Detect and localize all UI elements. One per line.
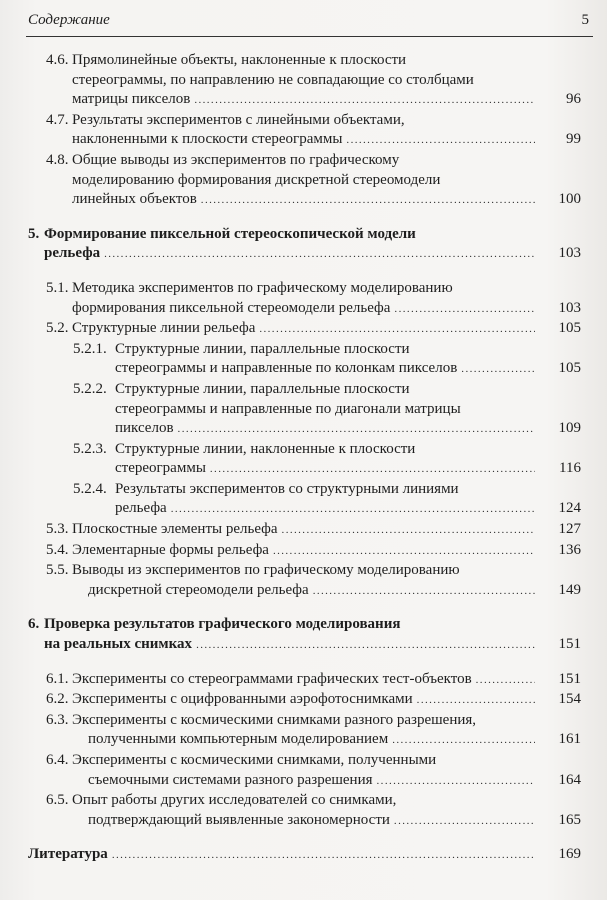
toc-entry-text: стереограммы и направленные по диагонали матрицы — [115, 400, 461, 417]
dot-leader — [346, 131, 535, 151]
page-number: 5 — [581, 12, 589, 28]
dot-leader — [476, 671, 535, 691]
toc-entry-text: на реальных снимках — [44, 636, 193, 653]
toc-entry-page: 151 — [558, 670, 581, 687]
toc-entry-5-1[interactable] — [0, 279, 607, 319]
dot-leader — [282, 521, 535, 541]
toc-entry-text: стереограммы — [115, 460, 206, 477]
toc-entry-number: 6.3. — [46, 711, 69, 728]
toc-entry-text: Литература — [28, 846, 108, 863]
toc-entry-number: 4.8. — [46, 151, 69, 168]
toc-entry-number: 5.2.1. — [73, 340, 107, 357]
toc-entry-page: 165 — [558, 811, 581, 828]
toc-entry-page: 164 — [558, 771, 581, 788]
toc-entry-page: 151 — [558, 636, 581, 653]
toc-entry-text: Методика экспериментов по графическому моделированию — [72, 279, 453, 296]
dot-leader — [178, 420, 535, 440]
toc-entry-number: 5.2.2. — [73, 380, 107, 397]
toc-entry-page: 136 — [558, 541, 581, 558]
toc-entry-5-2[interactable] — [0, 319, 607, 340]
spacer — [0, 656, 607, 670]
toc-entry-6-2[interactable] — [0, 690, 607, 711]
toc-entry-page: 154 — [558, 691, 581, 708]
toc-entry-text: Прямолинейные объекты, наклоненные к плоскости — [72, 52, 407, 68]
toc-entry-number: 5.2.3. — [73, 440, 107, 457]
toc-entry-4-7[interactable] — [0, 111, 607, 151]
toc-entry-text: дискретной стереомодели рельефа — [88, 581, 309, 598]
toc-entry-number: 5.2.4. — [73, 480, 107, 497]
toc-entry-text: пикселов — [115, 420, 174, 437]
dot-leader — [196, 636, 535, 656]
toc-entry-4-6[interactable] — [0, 51, 607, 111]
toc-entry-text: Эксперименты с космическими снимками разного разрешения, — [72, 711, 477, 728]
toc-entry-page: 116 — [559, 460, 581, 477]
toc-entry-text: Формирование пиксельной стереоскопической модели — [44, 225, 416, 242]
toc-entry-number: 6.4. — [46, 752, 69, 768]
spacer — [0, 265, 607, 279]
toc-entry-number: 5.4. — [46, 541, 69, 558]
toc-entry-text: рельефа — [44, 245, 101, 262]
toc-entry-text: Структурные линии, наклоненные к плоскости — [115, 440, 416, 457]
toc-entry-5-2-2[interactable] — [0, 380, 607, 440]
dot-leader — [394, 812, 535, 832]
toc-entry-number: 5.2. — [46, 320, 69, 337]
toc-entry-page: 124 — [558, 500, 581, 517]
dot-leader — [104, 245, 535, 265]
dot-leader — [194, 91, 535, 111]
toc-entry-page: 149 — [558, 581, 581, 598]
toc-entry-page: 103 — [558, 245, 581, 262]
dot-leader — [201, 191, 535, 211]
toc-entry-page: 169 — [558, 846, 581, 863]
toc-entry-text: моделированию формирования дискретной стереомодели — [72, 171, 441, 188]
dot-leader — [313, 582, 535, 602]
dot-leader — [392, 731, 535, 751]
toc-entry-page: 99 — [566, 131, 581, 148]
toc-entry-text: Общие выводы из экспериментов по графическому — [72, 151, 400, 168]
toc-entry-text: рельефа — [115, 500, 167, 517]
toc-entry-text: Результаты экспериментов со структурными линиями — [115, 480, 459, 497]
toc-entry-5-5[interactable] — [0, 561, 607, 601]
toc-entry-text: Структурные линии, параллельные плоскости — [115, 340, 410, 357]
toc-entry-page: 109 — [558, 420, 581, 437]
toc-entry-page: 127 — [558, 521, 581, 538]
toc-entry-number: 6.5. — [46, 792, 69, 809]
dot-leader — [112, 846, 535, 866]
toc-entry-page: 100 — [558, 191, 581, 208]
toc-entry-page: 103 — [558, 299, 581, 316]
dot-leader — [461, 360, 535, 380]
toc-entry-text: Эксперименты с космическими снимками, полученными — [72, 752, 437, 768]
toc-entry-text: съемочными системами разного разрешения — [88, 771, 373, 788]
toc-entry-text: Выводы из экспериментов по графическому моделированию — [72, 562, 460, 579]
toc-entry-text: стереограммы и направленные по колонкам пикселов — [115, 360, 458, 377]
toc-entry-number: 5.3. — [46, 521, 69, 538]
running-header-title: Содержание — [28, 12, 110, 28]
table-of-contents — [0, 51, 607, 866]
dot-leader — [273, 542, 535, 562]
toc-entry-text: Плоскостные элементы рельефа — [72, 521, 278, 538]
toc-entry-literature[interactable] — [0, 845, 607, 866]
toc-entry-5-4[interactable] — [0, 541, 607, 562]
toc-entry-text: формирования пиксельной стереомодели рельефа — [72, 299, 391, 316]
toc-entry-number: 4.7. — [46, 111, 69, 128]
toc-entry-number: 5.1. — [46, 279, 69, 296]
toc-entry-6-4[interactable] — [0, 751, 607, 791]
toc-entry-number: 5. — [28, 225, 40, 242]
toc-entry-5-3[interactable] — [0, 520, 607, 541]
toc-entry-text: полученными компьютерным моделированием — [88, 731, 389, 748]
toc-entry-text: Эксперименты со стереограммами графических тест-объектов — [72, 670, 472, 687]
toc-entry-number: 6.2. — [46, 691, 69, 708]
toc-entry-5-2-3[interactable] — [0, 440, 607, 480]
toc-entry-text: наклоненными к плоскости стереограммы — [72, 131, 343, 148]
toc-entry-text: линейных объектов — [72, 191, 197, 208]
toc-entry-4-8[interactable] — [0, 151, 607, 211]
toc-chapter-5[interactable] — [0, 225, 607, 265]
toc-entry-page: 161 — [558, 731, 581, 748]
dot-leader — [210, 460, 535, 480]
dot-leader — [394, 300, 535, 320]
spacer — [0, 211, 607, 225]
toc-entry-page: 105 — [558, 360, 581, 377]
toc-entry-number: 5.5. — [46, 562, 69, 579]
toc-entry-text: Опыт работы других исследователей со снимками, — [72, 792, 397, 809]
toc-entry-text: Элементарные формы рельефа — [72, 541, 269, 558]
dot-leader — [377, 772, 535, 792]
toc-entry-6-5[interactable] — [0, 791, 607, 831]
toc-entry-text: матрицы пикселов — [72, 91, 191, 108]
toc-entry-page: 96 — [566, 91, 581, 108]
toc-entry-number: 6.1. — [46, 670, 69, 687]
dot-leader — [171, 500, 535, 520]
toc-entry-text: Структурные линии рельефа — [72, 320, 256, 337]
toc-entry-6-3[interactable] — [0, 711, 607, 751]
toc-entry-number: 6. — [28, 616, 40, 633]
toc-entry-text: стереограммы, по направлению не совпадающие со столбцами — [72, 71, 474, 88]
spacer — [0, 831, 607, 845]
toc-entry-6-1[interactable] — [0, 670, 607, 691]
dot-leader — [259, 320, 535, 340]
toc-entry-5-2-4[interactable] — [0, 480, 607, 520]
toc-entry-page: 105 — [558, 320, 581, 337]
toc-entry-text: Структурные линии, параллельные плоскости — [115, 380, 410, 397]
toc-entry-number: 4.6. — [46, 52, 69, 68]
toc-entry-text: Результаты экспериментов с линейными объектами, — [72, 111, 405, 128]
toc-entry-text: Проверка результатов графического моделирования — [44, 616, 401, 633]
spacer — [0, 601, 607, 615]
toc-chapter-6[interactable] — [0, 615, 607, 655]
toc-entry-text: подтверждающий выявленные закономерности — [88, 811, 390, 828]
header-rule — [26, 36, 593, 37]
dot-leader — [417, 691, 535, 711]
toc-entry-5-2-1[interactable] — [0, 340, 607, 380]
toc-entry-text: Эксперименты с оцифрованными аэрофотоснимками — [72, 691, 413, 708]
